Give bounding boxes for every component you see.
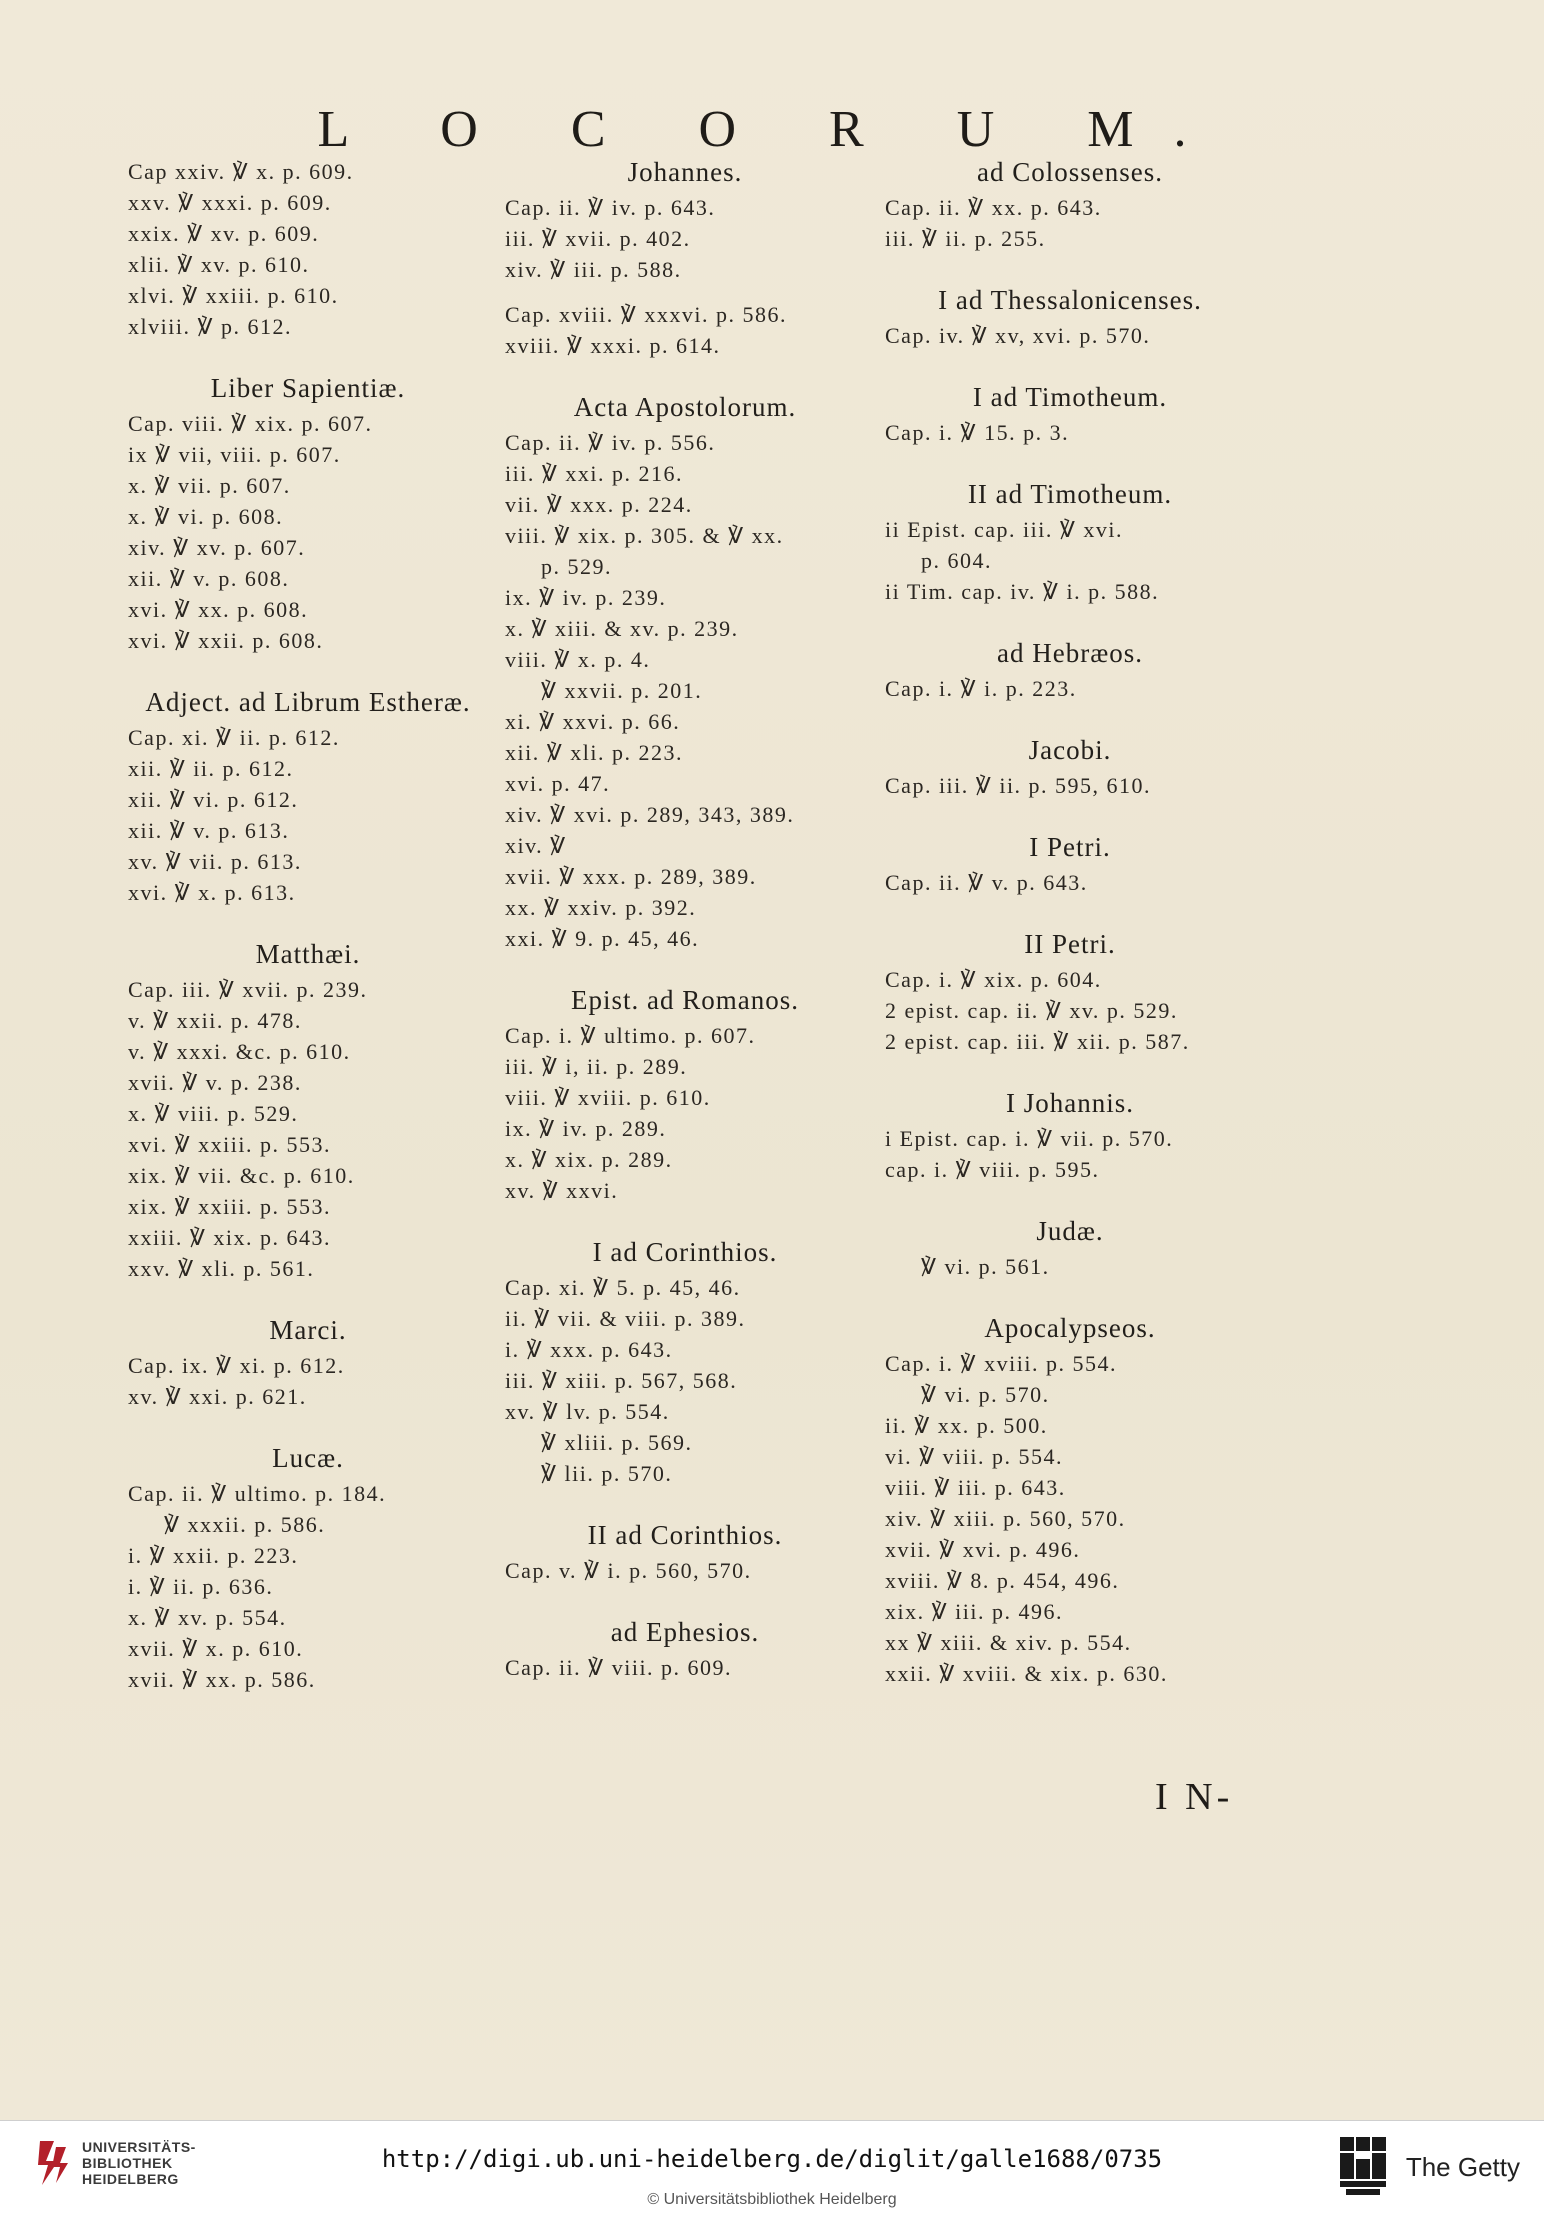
book-section xyxy=(505,1616,935,1683)
book-title: Liber Sapientiæ. xyxy=(210,373,406,403)
reference-line xyxy=(505,285,935,299)
reference-line: xxiii. ℣ xix. p. 643. xyxy=(128,1225,331,1250)
reference-line: i. ℣ ii. p. 636. xyxy=(128,1574,274,1599)
reference-line: xviii. ℣ xxxi. p. 614. xyxy=(505,333,721,358)
book-section xyxy=(885,284,1315,351)
index-column-3 xyxy=(885,156,1315,1719)
reference-line: Cap. ii. ℣ ultimo. p. 184. xyxy=(128,1481,387,1506)
reference-line: ℣ lii. p. 570. xyxy=(541,1461,673,1486)
book-title: ad Ephesios. xyxy=(610,1617,760,1647)
reference-line: iii. ℣ i, ii. p. 289. xyxy=(505,1054,688,1079)
reference-line: viii. ℣ xix. p. 305. & ℣ xx. xyxy=(505,523,784,548)
reference-line: viii. ℣ iii. p. 643. xyxy=(885,1475,1066,1500)
reference-line: Cap. viii. ℣ xix. p. 607. xyxy=(128,411,373,436)
reference-line: xv. ℣ lv. p. 554. xyxy=(505,1399,670,1424)
reference-line: iii. ℣ xiii. p. 567, 568. xyxy=(505,1368,738,1393)
book-title: Acta Apostolorum. xyxy=(573,392,797,422)
reference-line: iii. ℣ ii. p. 255. xyxy=(885,226,1046,251)
reference-line: iii. ℣ xxi. p. 216. xyxy=(505,461,683,486)
book-section xyxy=(505,391,935,954)
reference-line: xiv. ℣ xyxy=(505,833,567,858)
book-section xyxy=(885,478,1315,607)
reference-line: Cap. ix. ℣ xi. p. 612. xyxy=(128,1353,345,1378)
book-title: I ad Corinthios. xyxy=(592,1237,778,1267)
book-title: II Petri. xyxy=(1024,929,1116,959)
reference-line: ix. ℣ iv. p. 289. xyxy=(505,1116,667,1141)
reference-line: ℣ xxvii. p. 201. xyxy=(541,678,703,703)
reference-line: xiv. ℣ xvi. p. 289, 343, 389. xyxy=(505,802,795,827)
reference-line: xvi. ℣ xx. p. 608. xyxy=(128,597,309,622)
reference-line: xix. ℣ xxiii. p. 553. xyxy=(128,1194,331,1219)
reference-line: Cap. xi. ℣ ii. p. 612. xyxy=(128,725,340,750)
reference-line: xv. ℣ xxi. p. 621. xyxy=(128,1384,307,1409)
book-title: I ad Timotheum. xyxy=(972,382,1168,412)
reference-line: ii Epist. cap. iii. ℣ xvi. xyxy=(885,517,1123,542)
copyright-notice: © Universitätsbibliothek Heidelberg xyxy=(647,2191,897,2208)
book-title: I Petri. xyxy=(1029,832,1111,862)
catchword: I N- xyxy=(1155,1776,1234,1818)
book-title: Johannes. xyxy=(627,157,743,187)
getty-logo[interactable] xyxy=(1340,2137,1520,2197)
reference-line: xx. ℣ xxiv. p. 392. xyxy=(505,895,697,920)
reference-line: xlviii. ℣ p. 612. xyxy=(128,314,292,339)
reference-line: x. ℣ xiii. & xv. p. 239. xyxy=(505,616,739,641)
book-section xyxy=(128,156,558,342)
book-section xyxy=(885,1312,1315,1689)
book-section xyxy=(505,156,935,361)
reference-line: xi. ℣ xxvi. p. 66. xyxy=(505,709,681,734)
reference-line: Cap. xviii. ℣ xxxvi. p. 586. xyxy=(505,302,787,327)
reference-line: x. ℣ vii. p. 607. xyxy=(128,473,291,498)
book-title: Judæ. xyxy=(1036,1216,1104,1246)
reference-line: Cap. iv. ℣ xv, xvi. p. 570. xyxy=(885,323,1151,348)
library-name-line: HEIDELBERG xyxy=(82,2171,179,2187)
library-name-line: UNIVERSITÄTS- xyxy=(82,2139,196,2155)
reference-line: x. ℣ viii. p. 529. xyxy=(128,1101,299,1126)
book-title: II ad Corinthios. xyxy=(587,1520,783,1550)
reference-line: 2 epist. cap. iii. ℣ xii. p. 587. xyxy=(885,1029,1190,1054)
reference-line: ℣ vi. p. 570. xyxy=(921,1382,1050,1407)
reference-line: xv. ℣ xxvi. xyxy=(505,1178,619,1203)
reference-line: v. ℣ xxxi. &c. p. 610. xyxy=(128,1039,351,1064)
reference-line: Cap. i. ℣ ultimo. p. 607. xyxy=(505,1023,756,1048)
reference-line: ii Tim. cap. iv. ℣ i. p. 588. xyxy=(885,579,1160,604)
reference-line: xvii. ℣ xx. p. 586. xyxy=(128,1667,316,1692)
reference-line: xii. ℣ v. p. 608. xyxy=(128,566,290,591)
reference-line: Cap. ii. ℣ iv. p. 556. xyxy=(505,430,716,455)
reference-line: xxi. ℣ 9. p. 45, 46. xyxy=(505,926,700,951)
book-section xyxy=(885,1087,1315,1185)
reference-line: Cap. v. ℣ i. p. 560, 570. xyxy=(505,1558,752,1583)
reference-line: Cap. iii. ℣ ii. p. 595, 610. xyxy=(885,773,1152,798)
reference-line: i. ℣ xxii. p. 223. xyxy=(128,1543,299,1568)
permalink-url[interactable]: http://digi.ub.uni-heidelberg.de/diglit/galle1688/0735 xyxy=(381,2145,1163,2173)
getty-emblem-icon xyxy=(1340,2137,1386,2197)
partner-name: The Getty xyxy=(1405,2151,1520,2182)
reference-line: ii. ℣ vii. & viii. p. 389. xyxy=(505,1306,746,1331)
book-section xyxy=(885,637,1315,704)
reference-line: i Epist. cap. i. ℣ vii. p. 570. xyxy=(885,1126,1174,1151)
reference-line: xlvi. ℣ xxiii. p. 610. xyxy=(128,283,339,308)
reference-line: x. ℣ xix. p. 289. xyxy=(505,1147,673,1172)
reference-line: Cap. i. ℣ xix. p. 604. xyxy=(885,967,1102,992)
reference-line: xvii. ℣ v. p. 238. xyxy=(128,1070,302,1095)
reference-line: xviii. ℣ 8. p. 454, 496. xyxy=(885,1568,1120,1593)
book-title: Adject. ad Librum Estheræ. xyxy=(145,687,471,717)
book-section xyxy=(885,381,1315,448)
book-section xyxy=(505,1519,935,1586)
book-title: I ad Thessalonicenses. xyxy=(938,285,1202,315)
book-section xyxy=(885,928,1315,1057)
reference-line: ix ℣ vii, viii. p. 607. xyxy=(128,442,341,467)
viewer-footer xyxy=(0,2120,1544,2227)
reference-line: xx ℣ xiii. & xiv. p. 554. xyxy=(885,1630,1132,1655)
reference-line: Cap. i. ℣ xviii. p. 554. xyxy=(885,1351,1117,1376)
reference-line: Cap. i. ℣ i. p. 223. xyxy=(885,676,1077,701)
book-title: Matthæi. xyxy=(255,939,361,969)
reference-line: xxix. ℣ xv. p. 609. xyxy=(128,221,320,246)
reference-line: xvi. p. 47. xyxy=(505,771,611,796)
reference-line: xiv. ℣ xiii. p. 560, 570. xyxy=(885,1506,1126,1531)
reference-line: viii. ℣ xviii. p. 610. xyxy=(505,1085,711,1110)
reference-line: xii. ℣ v. p. 613. xyxy=(128,818,290,843)
book-title: II ad Timotheum. xyxy=(967,479,1173,509)
reference-line: Cap. iii. ℣ xvii. p. 239. xyxy=(128,977,368,1002)
reference-line: Cap. ii. ℣ xx. p. 643. xyxy=(885,195,1102,220)
reference-line: 2 epist. cap. ii. ℣ xv. p. 529. xyxy=(885,998,1178,1023)
book-section xyxy=(128,372,558,656)
reference-line: xii. ℣ xli. p. 223. xyxy=(505,740,683,765)
book-section xyxy=(128,686,558,908)
reference-line: iii. ℣ xvii. p. 402. xyxy=(505,226,691,251)
reference-line: xiv. ℣ xv. p. 607. xyxy=(128,535,306,560)
reference-line: p. 604. xyxy=(921,548,992,573)
book-title: Apocalypseos. xyxy=(984,1313,1156,1343)
reference-line: Cap. xi. ℣ 5. p. 45, 46. xyxy=(505,1275,741,1300)
book-section xyxy=(885,156,1315,254)
reference-line: vi. ℣ viii. p. 554. xyxy=(885,1444,1063,1469)
reference-line: xix. ℣ iii. p. 496. xyxy=(885,1599,1063,1624)
book-title: ad Colossenses. xyxy=(977,157,1163,187)
reference-line: ix. ℣ iv. p. 239. xyxy=(505,585,667,610)
reference-line: xxv. ℣ xxxi. p. 609. xyxy=(128,190,332,215)
reference-line: x. ℣ xv. p. 554. xyxy=(128,1605,287,1630)
reference-line: x. ℣ vi. p. 608. xyxy=(128,504,284,529)
book-section xyxy=(128,938,558,1284)
reference-line: xvii. ℣ xxx. p. 289, 389. xyxy=(505,864,757,889)
reference-line: Cap. ii. ℣ iv. p. 643. xyxy=(505,195,716,220)
book-title: ad Hebræos. xyxy=(997,638,1143,668)
reference-line: ℣ xxxii. p. 586. xyxy=(164,1512,326,1537)
page-title: L O C O R U M. xyxy=(317,101,1227,158)
book-section xyxy=(505,984,935,1206)
book-section xyxy=(505,1236,935,1489)
reference-line: xiv. ℣ iii. p. 588. xyxy=(505,257,682,282)
reference-line: xvi. ℣ x. p. 613. xyxy=(128,880,296,905)
reference-line: vii. ℣ xxx. p. 224. xyxy=(505,492,693,517)
reference-line: Cap. i. ℣ 15. p. 3. xyxy=(885,420,1070,445)
reference-line: i. ℣ xxx. p. 643. xyxy=(505,1337,673,1362)
book-title: Jacobi. xyxy=(1028,735,1112,765)
reference-line: xv. ℣ vii. p. 613. xyxy=(128,849,302,874)
book-title: Epist. ad Romanos. xyxy=(571,985,799,1015)
reference-line: Cap. ii. ℣ viii. p. 609. xyxy=(505,1655,733,1680)
reference-line: xvii. ℣ x. p. 610. xyxy=(128,1636,304,1661)
reference-line: xii. ℣ vi. p. 612. xyxy=(128,787,299,812)
reference-line: p. 529. xyxy=(541,554,612,579)
reference-line: xxii. ℣ xviii. & xix. p. 630. xyxy=(885,1661,1168,1686)
reference-line: xvi. ℣ xxiii. p. 553. xyxy=(128,1132,331,1157)
reference-line: xvi. ℣ xxii. p. 608. xyxy=(128,628,324,653)
library-name-line: BIBLIOTHEK xyxy=(82,2155,173,2171)
book-section xyxy=(885,831,1315,898)
index-column-1 xyxy=(128,156,558,1725)
reference-line: Cap. ii. ℣ v. p. 643. xyxy=(885,870,1088,895)
book-section xyxy=(885,734,1315,801)
book-title: Marci. xyxy=(269,1315,347,1345)
book-title: I Johannis. xyxy=(1006,1088,1134,1118)
index-column-2 xyxy=(505,156,935,1713)
reference-line: viii. ℣ x. p. 4. xyxy=(505,647,651,672)
reference-line: ii. ℣ xx. p. 500. xyxy=(885,1413,1048,1438)
reference-line: xvii. ℣ xvi. p. 496. xyxy=(885,1537,1081,1562)
reference-line: Cap xxiv. ℣ x. p. 609. xyxy=(128,159,354,184)
reference-line: v. ℣ xxii. p. 478. xyxy=(128,1008,302,1033)
book-section xyxy=(128,1314,558,1412)
reference-line: xix. ℣ vii. &c. p. 610. xyxy=(128,1163,355,1188)
book-section xyxy=(128,1442,558,1695)
reference-line: cap. i. ℣ viii. p. 595. xyxy=(885,1157,1100,1182)
reference-line: xlii. ℣ xv. p. 610. xyxy=(128,252,310,277)
reference-line: ℣ vi. p. 561. xyxy=(921,1254,1050,1279)
reference-line: xxv. ℣ xli. p. 561. xyxy=(128,1256,315,1281)
reference-line: xii. ℣ ii. p. 612. xyxy=(128,756,294,781)
reference-line: ℣ xliii. p. 569. xyxy=(541,1430,693,1455)
book-section xyxy=(885,1215,1315,1282)
book-title: Lucæ. xyxy=(272,1443,344,1473)
